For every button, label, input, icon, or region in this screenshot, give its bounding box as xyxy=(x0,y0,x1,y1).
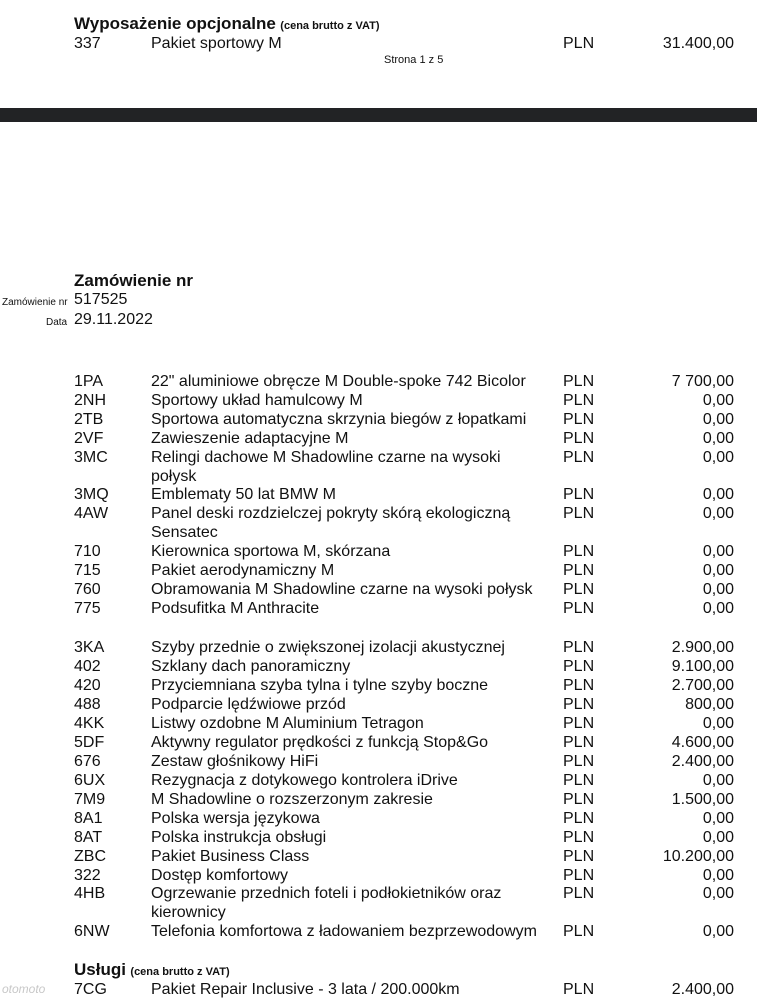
table-row: 4HB Ogrzewanie przednich foteli i podłokietników oraz kierownicy PLN 0,00 xyxy=(74,885,734,921)
table-row: 710 Kierownica sportowa M, skórzana PLN 0,00 xyxy=(74,543,734,560)
order-title: Zamówienie nr xyxy=(74,271,194,290)
table-row: 7M9 M Shadowline o rozszerzonym zakresie PLN 1.500,00 xyxy=(74,791,734,808)
table-row: 322 Dostęp komfortowy PLN 0,00 xyxy=(74,867,734,884)
table-row: 8A1 Polska wersja językowa PLN 0,00 xyxy=(74,810,734,827)
order-number: 517525 xyxy=(74,291,128,308)
table-row: 2TB Sportowa automatyczna skrzynia biegów z łopatkami PLN 0,00 xyxy=(74,411,734,428)
table-row: 3MQ Emblematy 50 lat BMW M PLN 0,00 xyxy=(74,486,734,503)
order-number-label: Zamówienie nr xyxy=(2,297,68,308)
section-title-services: Usługi (cena brutto z VAT) xyxy=(74,960,230,979)
table-row: 5DF Aktywny regulator prędkości z funkcją Stop&Go PLN 4.600,00 xyxy=(74,734,734,751)
table-row: 2NH Sportowy układ hamulcowy M PLN 0,00 xyxy=(74,392,734,409)
table-row: 676 Zestaw głośnikowy HiFi PLN 2.400,00 xyxy=(74,753,734,770)
order-date: 29.11.2022 xyxy=(74,311,153,328)
table-row: 1PA 22" aluminiowe obręcze M Double-spoke 742 Bicolor PLN 7 700,00 xyxy=(74,373,734,390)
top-row: 337 Pakiet sportowy M PLN 31.400,00 xyxy=(74,35,734,52)
table-row: 715 Pakiet aerodynamiczny M PLN 0,00 xyxy=(74,562,734,579)
page-number: Strona 1 z 5 xyxy=(384,54,444,66)
table-row: 8AT Polska instrukcja obsługi PLN 0,00 xyxy=(74,829,734,846)
table-row: 6NW Telefonia komfortowa z ładowaniem bezprzewodowym PLN 0,00 xyxy=(74,923,734,940)
table-row: 4AW Panel deski rozdzielczej pokryty skórą ekologiczną Sensatec PLN 0,00 xyxy=(74,505,734,541)
section-title-optional-equipment: Wyposażenie opcjonalne (cena brutto z VAT) xyxy=(74,14,380,33)
page-break-band xyxy=(0,108,757,122)
table-row: 6UX Rezygnacja z dotykowego kontrolera iDrive PLN 0,00 xyxy=(74,772,734,789)
table-row: ZBC Pakiet Business Class PLN 10.200,00 xyxy=(74,848,734,865)
table-row: 4KK Listwy ozdobne M Aluminium Tetragon PLN 0,00 xyxy=(74,715,734,732)
table-row: 760 Obramowania M Shadowline czarne na wysoki połysk PLN 0,00 xyxy=(74,581,734,598)
table-row: 7CG Pakiet Repair Inclusive - 3 lata / 200.000km PLN 2.400,00 xyxy=(74,981,734,998)
table-row: 402 Szklany dach panoramiczny PLN 9.100,00 xyxy=(74,658,734,675)
table-row: 3KA Szyby przednie o zwiększonej izolacji akustycznej PLN 2.900,00 xyxy=(74,639,734,656)
table-row: 775 Podsufitka M Anthracite PLN 0,00 xyxy=(74,600,734,617)
table-row: 2VF Zawieszenie adaptacyjne M PLN 0,00 xyxy=(74,430,734,447)
table-row: 488 Podparcie lędźwiowe przód PLN 800,00 xyxy=(74,696,734,713)
order-date-label: Data xyxy=(46,317,68,328)
watermark: otomoto xyxy=(2,982,46,996)
table-row: 420 Przyciemniana szyba tylna i tylne szyby boczne PLN 2.700,00 xyxy=(74,677,734,694)
table-row: 3MC Relingi dachowe M Shadowline czarne na wysoki połysk PLN 0,00 xyxy=(74,449,734,485)
